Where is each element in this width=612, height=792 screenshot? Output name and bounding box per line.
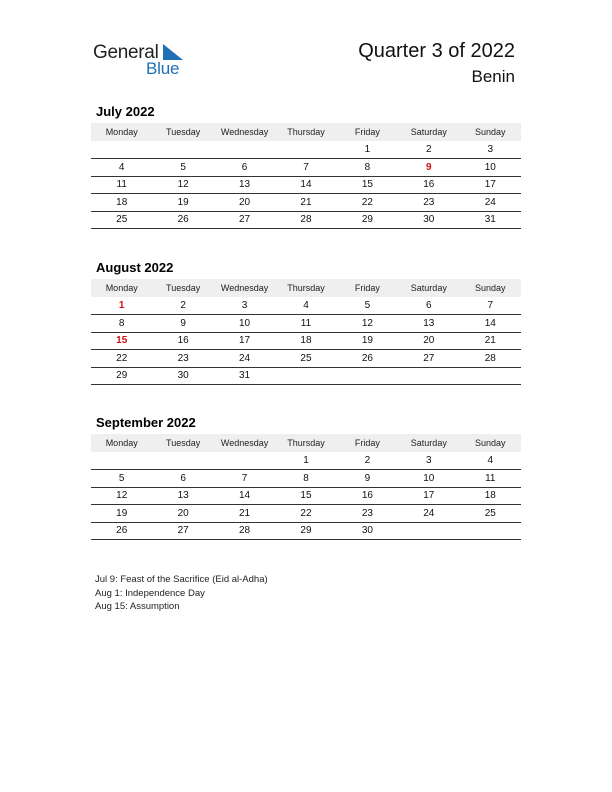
weekday-header: Saturday [398, 123, 459, 141]
day-cell: 19 [152, 194, 213, 212]
day-cell: 21 [214, 505, 275, 523]
day-cell: 14 [460, 315, 521, 333]
week-row [91, 211, 521, 229]
day-cell: 29 [275, 522, 336, 540]
day-cell: 15 [337, 176, 398, 194]
holiday-note: Aug 15: Assumption [95, 601, 180, 612]
weekday-header: Thursday [275, 279, 336, 297]
week-row [91, 194, 521, 212]
weekday-header: Friday [337, 123, 398, 141]
day-cell: 1 [337, 141, 398, 159]
day-cell [460, 367, 521, 385]
day-cell [152, 452, 213, 470]
day-cell: 30 [152, 367, 213, 385]
day-cell: 13 [398, 315, 459, 333]
week-row [91, 505, 521, 523]
day-cell: 27 [398, 350, 459, 368]
week-row [91, 315, 521, 333]
day-cell: 18 [91, 194, 152, 212]
day-cell: 31 [214, 367, 275, 385]
holiday-note: Aug 1: Independence Day [95, 587, 205, 599]
day-cell: 9 [152, 315, 213, 333]
day-cell [337, 367, 398, 385]
day-cell: 9 [337, 470, 398, 488]
day-cell: 28 [214, 522, 275, 540]
day-cell: 26 [91, 522, 152, 540]
day-cell: 16 [398, 176, 459, 194]
weekday-header: Wednesday [214, 123, 275, 141]
day-cell: 4 [91, 159, 152, 177]
calendar-table [91, 434, 521, 540]
week-row [91, 141, 521, 159]
weekday-header: Saturday [398, 434, 459, 452]
weekday-header: Tuesday [152, 434, 213, 452]
month-title: September 2022 [96, 415, 196, 430]
day-cell: 16 [337, 487, 398, 505]
day-cell: 19 [337, 332, 398, 350]
day-cell: 15 [275, 487, 336, 505]
day-cell: 12 [152, 176, 213, 194]
month-september [91, 414, 521, 540]
day-cell: 22 [275, 505, 336, 523]
day-cell: 11 [91, 176, 152, 194]
holiday-note: Jul 9: Feast of the Sacrifice (Eid al-Adha) [95, 574, 268, 585]
day-cell: 2 [337, 452, 398, 470]
weekday-header: Friday [337, 279, 398, 297]
day-cell: 14 [275, 176, 336, 194]
weekday-header: Saturday [398, 279, 459, 297]
day-cell [214, 141, 275, 159]
day-cell: 10 [214, 315, 275, 333]
month-title: July 2022 [96, 104, 155, 119]
day-cell: 3 [398, 452, 459, 470]
country-name: Benin [471, 67, 515, 86]
week-row [91, 452, 521, 470]
day-cell: 16 [152, 332, 213, 350]
week-row [91, 367, 521, 385]
day-cell: 28 [275, 211, 336, 229]
day-cell: 2 [152, 297, 213, 315]
day-cell: 23 [337, 505, 398, 523]
day-cell: 23 [398, 194, 459, 212]
day-cell: 31 [460, 211, 521, 229]
day-cell: 25 [275, 350, 336, 368]
day-cell: 27 [152, 522, 213, 540]
day-cell [398, 522, 459, 540]
day-cell: 22 [91, 350, 152, 368]
week-row [91, 487, 521, 505]
day-cell: 30 [337, 522, 398, 540]
day-cell: 7 [214, 470, 275, 488]
day-cell: 13 [152, 487, 213, 505]
weekday-header: Monday [91, 123, 152, 141]
day-cell: 18 [275, 332, 336, 350]
day-cell: 3 [460, 141, 521, 159]
week-row [91, 522, 521, 540]
day-cell: 25 [460, 505, 521, 523]
day-cell: 7 [275, 159, 336, 177]
day-cell: 14 [214, 487, 275, 505]
day-cell: 17 [460, 176, 521, 194]
day-cell: 1 [91, 297, 152, 315]
day-cell: 8 [275, 470, 336, 488]
generalblue-logo [93, 40, 193, 80]
day-cell: 6 [214, 159, 275, 177]
day-cell: 26 [152, 211, 213, 229]
day-cell [275, 367, 336, 385]
day-cell [398, 367, 459, 385]
week-row [91, 159, 521, 177]
month-august [91, 259, 521, 385]
day-cell: 17 [214, 332, 275, 350]
day-cell: 19 [91, 505, 152, 523]
day-cell: 17 [398, 487, 459, 505]
day-cell: 26 [337, 350, 398, 368]
day-cell: 24 [460, 194, 521, 212]
day-cell [460, 522, 521, 540]
day-cell: 8 [91, 315, 152, 333]
day-cell: 4 [460, 452, 521, 470]
day-cell: 8 [337, 159, 398, 177]
day-cell: 29 [91, 367, 152, 385]
weekday-header: Wednesday [214, 279, 275, 297]
day-cell: 30 [398, 211, 459, 229]
day-cell [214, 452, 275, 470]
week-row [91, 332, 521, 350]
day-cell: 20 [398, 332, 459, 350]
day-cell: 28 [460, 350, 521, 368]
day-cell [152, 141, 213, 159]
holiday-notes [95, 573, 268, 614]
weekday-header: Wednesday [214, 434, 275, 452]
day-cell: 23 [152, 350, 213, 368]
weekday-header: Sunday [460, 434, 521, 452]
day-cell: 5 [337, 297, 398, 315]
weekday-header: Friday [337, 434, 398, 452]
weekday-header: Thursday [275, 434, 336, 452]
day-cell: 20 [152, 505, 213, 523]
day-cell: 22 [337, 194, 398, 212]
calendar-table [91, 279, 521, 385]
weekday-header: Monday [91, 279, 152, 297]
week-row [91, 176, 521, 194]
day-cell: 24 [214, 350, 275, 368]
day-cell: 12 [91, 487, 152, 505]
day-cell [91, 141, 152, 159]
logo-general-text: General [93, 42, 159, 63]
weekday-header: Tuesday [152, 123, 213, 141]
calendar-table [91, 123, 521, 229]
day-cell: 9 [398, 159, 459, 177]
day-cell: 5 [91, 470, 152, 488]
day-cell: 5 [152, 159, 213, 177]
day-cell: 10 [398, 470, 459, 488]
day-cell: 11 [275, 315, 336, 333]
weekday-header: Monday [91, 434, 152, 452]
logo-flag-icon [161, 44, 183, 60]
weekday-header: Sunday [460, 279, 521, 297]
weekday-header: Thursday [275, 123, 336, 141]
day-cell: 24 [398, 505, 459, 523]
day-cell [275, 141, 336, 159]
weekday-header: Tuesday [152, 279, 213, 297]
day-cell: 4 [275, 297, 336, 315]
day-cell: 2 [398, 141, 459, 159]
day-cell: 10 [460, 159, 521, 177]
day-cell: 12 [337, 315, 398, 333]
logo-blue-text: Blue [146, 59, 180, 78]
day-cell: 6 [398, 297, 459, 315]
week-row [91, 350, 521, 368]
day-cell: 1 [275, 452, 336, 470]
day-cell: 21 [275, 194, 336, 212]
day-cell: 15 [91, 332, 152, 350]
day-cell: 25 [91, 211, 152, 229]
weekday-header: Sunday [460, 123, 521, 141]
day-cell: 18 [460, 487, 521, 505]
day-cell: 21 [460, 332, 521, 350]
day-cell: 29 [337, 211, 398, 229]
day-cell: 11 [460, 470, 521, 488]
week-row [91, 470, 521, 488]
day-cell: 7 [460, 297, 521, 315]
month-title: August 2022 [96, 260, 174, 275]
day-cell: 13 [214, 176, 275, 194]
day-cell [91, 452, 152, 470]
page-title: Quarter 3 of 2022 [358, 40, 515, 62]
day-cell: 6 [152, 470, 213, 488]
month-july [91, 103, 521, 229]
day-cell: 27 [214, 211, 275, 229]
day-cell: 3 [214, 297, 275, 315]
day-cell: 20 [214, 194, 275, 212]
week-row [91, 297, 521, 315]
